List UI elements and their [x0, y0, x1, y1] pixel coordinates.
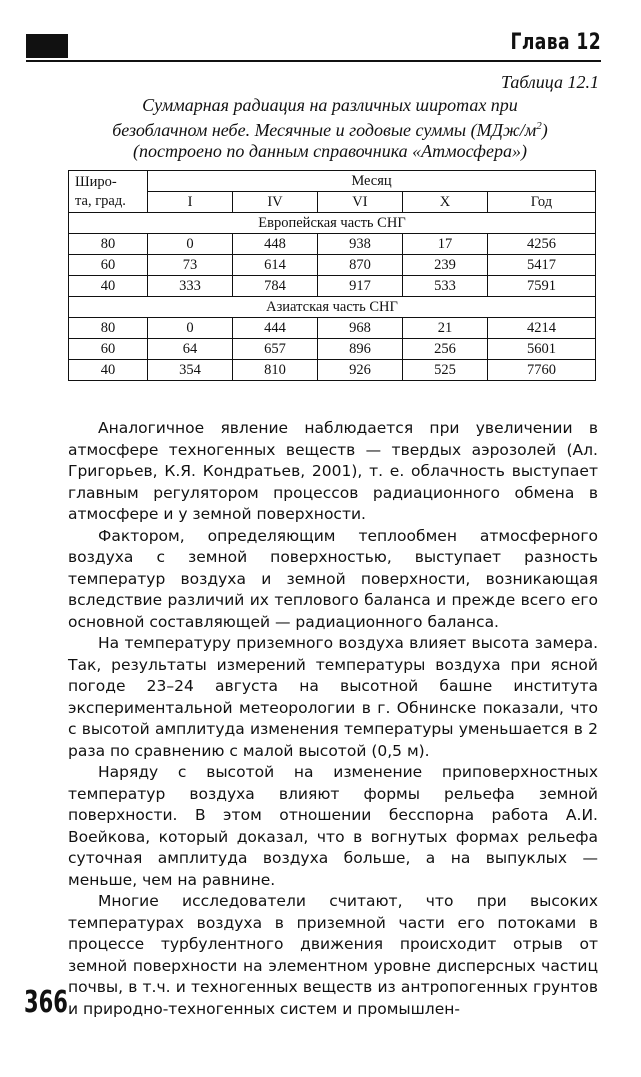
table-cell: 0 — [148, 234, 233, 255]
paragraph: Фактором, определяющим теплообмен атмосферного воздуха с земной поверхностью, выступает разность температур воздуха и земной поверхности, возникающая вследствие различий их теплового баланса и прежде всего его основной составляющей — радиационного баланса. — [68, 526, 598, 631]
table-header-row — [69, 171, 596, 192]
column-header: I — [148, 192, 233, 213]
table-cell: 0 — [148, 318, 233, 339]
table-row — [69, 255, 596, 276]
table-cell: 333 — [148, 276, 233, 297]
table-cell: 7591 — [487, 276, 595, 297]
table-cell: 60 — [69, 255, 148, 276]
caption-text: ) — [541, 120, 548, 140]
column-header-month: Месяц — [148, 171, 596, 192]
table-cell: 968 — [317, 318, 402, 339]
table-cell: 354 — [148, 360, 233, 381]
table-cell: 525 — [402, 360, 487, 381]
table-cell: 5417 — [487, 255, 595, 276]
table-cell: 444 — [232, 318, 317, 339]
body-text — [68, 418, 598, 1020]
chapter-label: Глава 12 — [510, 30, 601, 55]
section-title: Европейская часть СНГ — [69, 213, 596, 234]
table-cell: 926 — [317, 360, 402, 381]
table-cell: 239 — [402, 255, 487, 276]
table-row — [69, 318, 596, 339]
caption-line: (построено по данным справочника «Атмосфера») — [133, 141, 527, 161]
table-row — [69, 276, 596, 297]
paragraph: Наряду с высотой на изменение приповерхностных температур воздуха влияют формы рельефа земной поверхности. В этом отношении бесспорна работа А.И. Воейкова, который доказал, что в вогнутых формах рельефа суточная амплитуда воздуха больше, а на выпуклых — меньше, чем на равнине. — [68, 763, 598, 889]
section-title: Азиатская часть СНГ — [69, 297, 596, 318]
table-cell: 870 — [317, 255, 402, 276]
caption-line — [60, 116, 600, 141]
table-cell: 4214 — [487, 318, 595, 339]
table-cell: 40 — [69, 360, 148, 381]
table-cell: 256 — [402, 339, 487, 360]
table-cell: 784 — [232, 276, 317, 297]
table-header-row — [69, 192, 596, 213]
table-cell: 917 — [317, 276, 402, 297]
table-cell: 4256 — [487, 234, 595, 255]
header-marker-bar — [26, 34, 68, 58]
caption-superscript: 2 — [536, 120, 542, 132]
table-row — [69, 234, 596, 255]
table-cell: 80 — [69, 234, 148, 255]
paragraph: На температуру приземного воздуха влияет высота замера. Так, результаты измерений температуры воздуха при ясной погоде 23–24 августа на высотной башне института экспериментальной метеорологии в г. Обнинске показали, что с высотой амплитуда изменения температуры уменьшается в 2 раза по сравнению с малой высотой (0,5 м). — [68, 634, 598, 760]
table-cell: 533 — [402, 276, 487, 297]
table-cell: 448 — [232, 234, 317, 255]
table-cell: 17 — [402, 234, 487, 255]
column-header: X — [402, 192, 487, 213]
table-cell: 810 — [232, 360, 317, 381]
table-cell: 64 — [148, 339, 233, 360]
section-header-row — [69, 297, 596, 318]
radiation-table — [68, 170, 596, 381]
table-number-label: Таблица 12.1 — [500, 72, 599, 92]
column-header-latitude: Широ- та, град. — [69, 171, 148, 213]
table-cell: 73 — [148, 255, 233, 276]
table-row — [69, 339, 596, 360]
table-row — [69, 360, 596, 381]
table-cell: 5601 — [487, 339, 595, 360]
page-number: 366 — [24, 985, 68, 1020]
column-header: Год — [487, 192, 595, 213]
table-cell: 40 — [69, 276, 148, 297]
table-caption — [60, 95, 600, 162]
section-header-row — [69, 213, 596, 234]
table-cell: 60 — [69, 339, 148, 360]
header-rule — [26, 60, 601, 62]
table-cell: 7760 — [487, 360, 595, 381]
table-cell: 896 — [317, 339, 402, 360]
table-cell: 614 — [232, 255, 317, 276]
paragraph: Многие исследователи считают, что при высоких температурах воздуха в приземной части его потоками в процессе турбулентного движения происходит отрыв от земной поверхности на элементном уровне дисперсных частиц почвы, в т.ч. и техногенных веществ из антропогенных грунтов и природно-техногенных систем и промышлен- — [68, 892, 598, 1018]
column-header: IV — [232, 192, 317, 213]
caption-line: Суммарная радиация на различных широтах при — [142, 95, 518, 115]
column-header: VI — [317, 192, 402, 213]
paragraph: Аналогичное явление наблюдается при увеличении в атмосфере техногенных веществ — твердых аэрозолей (Ал. Григорьев, К.Я. Кондратьев, 2001), т. е. облачность выступает главным регулятором процессов радиационного обмена в атмосфере и у земной поверхности. — [68, 419, 598, 523]
caption-text: безоблачном небе. Месячные и годовые суммы (МДж/м — [112, 120, 537, 140]
table-cell: 80 — [69, 318, 148, 339]
table-cell: 657 — [232, 339, 317, 360]
table-cell: 21 — [402, 318, 487, 339]
table-cell: 938 — [317, 234, 402, 255]
